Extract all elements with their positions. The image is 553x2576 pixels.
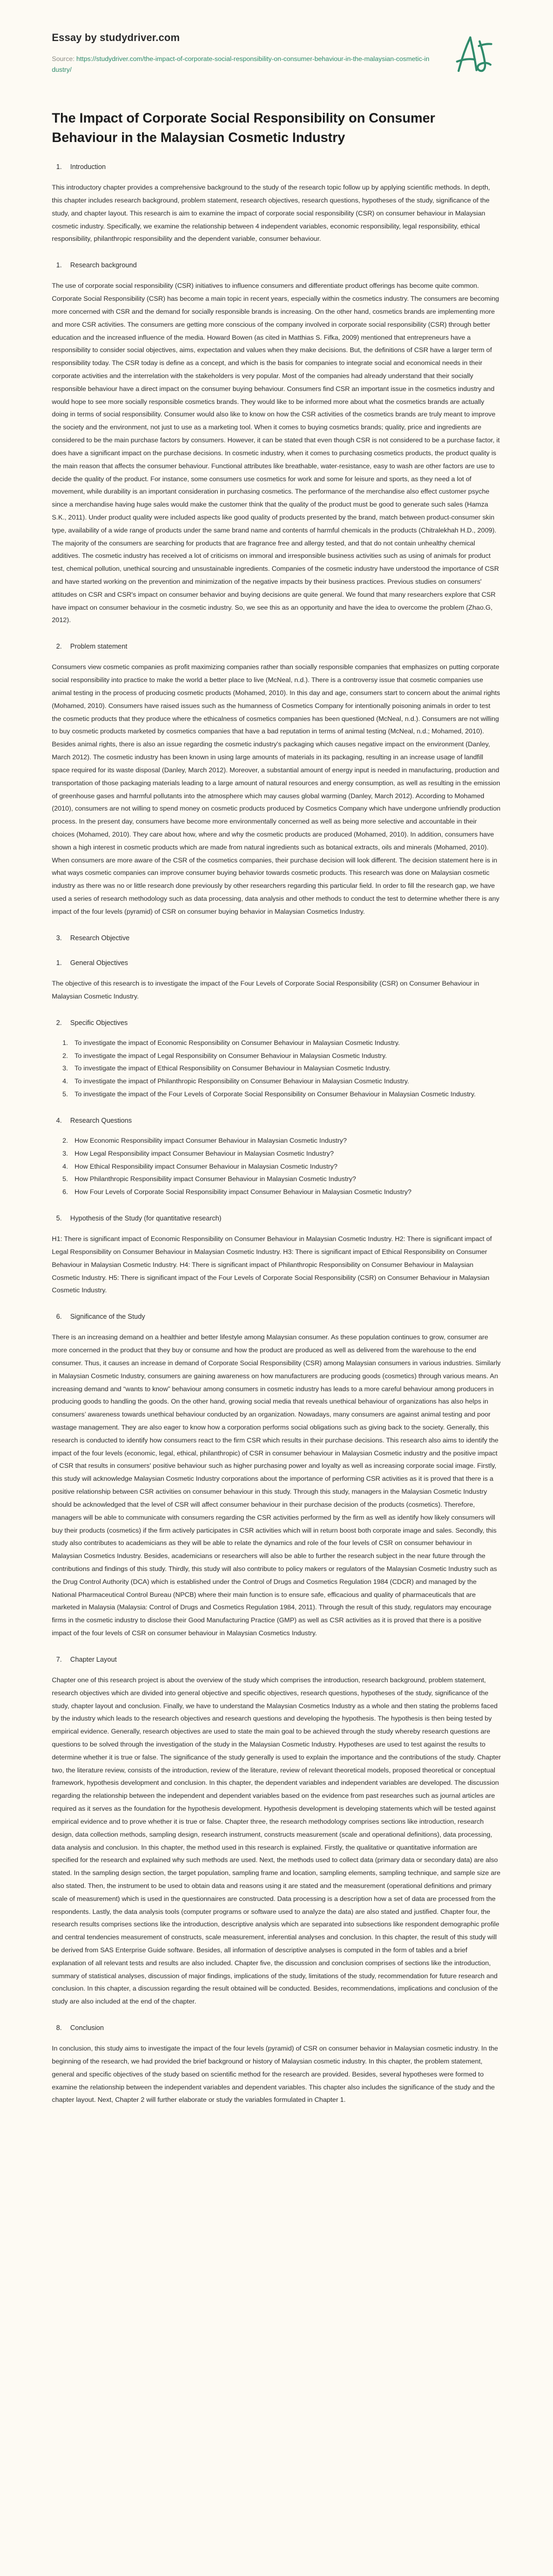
list-item-number: 6. <box>62 1188 68 1196</box>
list-item-text: To investigate the impact of Philanthropic Responsibility on Consumer Behaviour in Malaysian Cosmetic Industry. <box>75 1077 409 1085</box>
section-label: General Objectives <box>70 959 129 967</box>
list-item-number: 4. <box>62 1077 68 1085</box>
list-item <box>52 1173 501 1186</box>
section-heading-specific-objectives <box>52 1017 501 1028</box>
section-number: 2. <box>56 643 62 651</box>
list-item <box>52 1050 501 1063</box>
section-heading-introduction <box>52 161 501 172</box>
section-number: 1. <box>56 261 62 269</box>
section-heading-conclusion <box>52 2022 501 2033</box>
list-item <box>52 1037 501 1050</box>
research-questions-list <box>52 1135 501 1199</box>
section-label: Research Objective <box>70 934 130 942</box>
paragraph-problem-statement: Consumers view cosmetic companies as profit maximizing companies rather than socially responsible companies that emphasizes on putting corporate social responsibility into practice to make the world a better place to live (McNeal, n.d.). There is a controversy issue that cosmetic companies use animal testing in the process of producing cosmetic products (Mohamed, 2010). In this day and age, consumers start to concern about the animal rights (Mohamed, 2010). Consumers have raised issues such as the humanness of Cosmetics Company for intentionally poisoning animals in order to test the cosmetic products that they produce where the ethicalness of cosmetics companies has been questioned (McNeal, n.d.). Consumers are not willing to buy cosmetic products marketed by cosmetics companies that have a bad reputation in terms of animal testing (McNeal, n.d.; Mohamed, 2010). Besides animal rights, there is also an issue regarding the cosmetic industry's packaging which causes negative impact on the environment (Danley, March 2012). The cosmetic industry has been known in using large amounts of materials in its packaging, resulting in an increase usage of landfill space required for its waste disposal (Danley, March 2012). Moreover, a substantial amount of energy input is needed in manufacturing, production and transportation of those packaging materials leading to a large amount of natural resources and energy consumption, as well as resulting in the emission of greenhouse gases and harmful pollutants into the atmosphere which may causes global warming (Danley, March 2012). According to Mohamed (2010), consumers are not willing to spend money on cosmetic products produced by Cosmetics Company which have undergone unfriendly production process. In the present day, consumers have become more environmentally concerned as well as being more selective and accountable in their choices (Mohamed, 2010). They care about how, where and why the cosmetic products are produced (Mohamed, 2010). In addition, consumers have shown a high interest in cosmetic products which are made from natural ingredients such as botanical extracts, oils and minerals (Mohamed, 2010). When consumers are more aware of the CSR of the cosmetics companies, their purchase decision will look different. The decision statement here is in what ways cosmetic companies can improve consumer buying behavior towards cosmetic products. This research was done on Malaysian cosmetic industry as there was no or little research done previously by other researchers regarding this particular field. In order to fill the research gap, we have used a series of research methodology such as data processing, data analysis and other methods to conduct the test to determine whether there is any impact of the four levels (pyramid) of CSR on consumer buying behavior in Malaysian Cosmetics Industry. <box>52 663 501 915</box>
list-item-text: To investigate the impact of the Four Levels of Corporate Social Responsibility on Consumer Behaviour in Malaysian Cosmetic Industry. <box>75 1090 476 1098</box>
section-heading-problem-statement <box>52 641 501 652</box>
paragraph-hypothesis: H1: There is significant impact of Economic Responsibility on Consumer Behaviour in Malaysian Cosmetic Industry. H2: There is significant impact of Legal Responsibility on Consumer Behaviour in Malaysian Cosmetic Industry. H3: There is significant impact of Ethical Responsibility on Consumer Behaviour in Malaysian Cosmetic Industry. H4: There is significant impact of Philanthropic Responsibility on Consumer Behaviour in Malaysian Cosmetic Industry. H5: There is significant impact of the Four Levels of Corporate Social Responsibility (CSR) on Consumer Behaviour in Malaysian Cosmetic Industry. <box>52 1235 492 1294</box>
list-item-number: 4. <box>62 1162 68 1170</box>
section-label: Specific Objectives <box>70 1019 128 1027</box>
list-item <box>52 1148 501 1161</box>
section-label: Hypothesis of the Study (for quantitative research) <box>70 1214 222 1222</box>
section-number: 2. <box>56 1019 62 1027</box>
section-number: 3. <box>56 934 62 942</box>
paragraph-conclusion: In conclusion, this study aims to investigate the impact of the four levels (pyramid) of CSR on consumer behavior in Malaysian cosmetic industry. In the beginning of the research, we had provided the brief background or history of Malaysian cosmetic industry. In this chapter, the problem statement, general and specific objectives of the study based on scientific method for the research are provided. Besides, several hypotheses were formed to examine the relationship between the independent variables and dependent variables. This chapter also includes the significance of the study and the chapter layout. Next, Chapter 2 will further elaborate or study the variables formulated in Chapter 1. <box>52 2045 498 2104</box>
a-plus-logo <box>455 33 494 76</box>
list-item-number: 5. <box>62 1090 68 1098</box>
list-item-number: 3. <box>62 1064 68 1073</box>
section-label: Chapter Layout <box>70 1655 117 1663</box>
list-item-number: 2. <box>62 1051 68 1060</box>
section-label: Research background <box>70 261 137 269</box>
list-item-text: How Philanthropic Responsibility impact Consumer Behaviour in Malaysian Cosmetic Industry? <box>75 1175 356 1183</box>
section-number: 7. <box>56 1655 62 1663</box>
paragraph-research-background: The use of corporate social responsibility (CSR) initiatives to influence consumers and differentiate product offerings has become quite common. Corporate Social Responsibility (CSR) has become a main topic in recent years, especially within the cosmetics industry. The consumers are becoming more concerned with CSR and the demand for socially responsible brands is increasing. On the other hand, cosmetics brands are implementing more and more CSR activities. The consumers are getting more conscious of the company involved in corporate social responsibility (CSR) through better education and the increased influence of the media. Howard Bowen (as cited in Matthias S. Fifka, 2009) mentioned that entrepreneurs have a responsibility to consider social objectives, aims, expectation and values when they make decisions. But, the definitions of CSR have a larger term of responsibility today. The CSR today is define as a concept, and which is the basis for companies to integrate social and economical needs in their corporate activities and the interrelation with the stakeholders is very popular. Most of the companies had already understand that their socially responsible behaviour have a direct impact on the consumer buying behaviour. Consumers find CSR an important issue in the cosmetics industry and would hope to see more socially responsible cosmetics brands. They would like to be informed more about what the cosmetics brands are actually doing in terms of social responsibility. Consumer would also like to know on how the CSR activities of the cosmetics brands are truly meant to improve the society and the environment, not just to use as a marketing tool. When it comes to buying cosmetics brands; quality, price and ingredients are considered to be the main purchase factors by consumers. However, it can be stated that even though CSR is not considered to be a purchase factor, it does have a significant impact on the purchase decisions. In cosmetic industry, when it comes to purchasing cosmetics products, the product quality is the main reason that affects the consumer behaviour. Functional attributes like breathable, water-resistance, easy to wash are other factors are use to decide the quality of the product. For instance, some consumers use cosmetics for work and some for leisure and sports, as they need a lot of movement, while durability is an important consideration in purchasing cosmetics. The performance of the merchandise also effect customer psyche since a merchandise having huge sales would make the customer think that the quality of the product must be good to generate such sales (Hamza S.K., 2011). Under product quality were included aspects like good quality of products presented by the brand, match between product-consumer skin type, availability of a wide range of products under the same brand name and contents of harmful chemicals in the products (Chitralekhah H.D., 2009). The majority of the consumers are searching for products that are fragrance free and allergy tested, and that do not contain unhealthy chemical additives. The cosmetic industry has received a lot of criticisms on immoral and irresponsible business activities such as using of animals for product test, chemical pollution, unethical sourcing and unsustainable ingredients. Companies of the cosmetic industry have understood the importance of CSR and have started working on the prevention and minimization of the negative impacts by their business practices. Previous studies on consumers' attitudes on CSR and CSR's impact on consumer behavior and buying decisions are quite general. We found that many researchers explore that CSR have impact on consumer behaviour in the cosmetic industry. So, we see this as an opportunity and have the idea to overcome the problem (Zhao.G, 2012). <box>52 282 500 624</box>
specific-objectives-list <box>52 1037 501 1101</box>
list-item-text: To investigate the impact of Legal Responsibility on Consumer Behaviour in Malaysian Cosmetic Industry. <box>75 1051 387 1060</box>
list-item-text: To investigate the impact of Ethical Responsibility on Consumer Behaviour in Malaysian Cosmetic Industry. <box>75 1064 391 1073</box>
paragraph-chapter-layout: Chapter one of this research project is about the overview of the study which comprises the introduction, research background, problem statement, research objectives which are divided into general objective and specific objectives, research questions, hypotheses of the study, significance of the study, chapter layout and conclusion. Finally, we have to understand the Malaysian Cosmetics Industry as a whole and then stating the problems faced by the industry which leads to the research objectives and research questions and developing the hypothesis. The hypothesis is then being tested by empirical evidence. Generally, research objectives are used to state the main goal to be achieved through the study whereby research questions are questions to be solved through the investigation of the study in the Malaysian Cosmetic Industry. Hypotheses are used to test against the results to determine whether it is true or false. The significance of the study generally is used to explain the importance and the contributions of the study. Chapter two, the literature review, consists of the introduction, review of the literature, review of relevant theoretical models, proposed theoretical or conceptual framework, hypothesis development and conclusion. In this chapter, the dependent variables and independent variables are developed. The discussion regarding the relationship between the independent and dependent variables based on the evidence from past researches such as journal articles are required as it serves as the foundation for the hypothesis development. Hypothesis development is developing statements which will be tested against empirical evidence and to prove whether it is true or false. Chapter three, the research methodology comprises sections like introduction, research design, data collection methods, sampling design, research instrument, constructs measurement (scale and operational definitions), data processing, data analysis and conclusion. In this chapter, the method used in this research is explained. Firstly, the qualitative or quantitative information are specified for the research and explained why such methods are used. Next, the methods used to collect data (primary data or secondary data) are also stated. In the sampling design section, the target population, sampling frame and location, sampling elements, sampling technique, and sample size are also stated. Then, the instrument to be used to obtain data and reasons using it are stated and the measurement (operational definitions and primary scale of measurement) which is used in the questionnaires are constructed. Data processing is a description how a set of data are processed from the respondents. Lastly, the data analysis tools (computer programs or software used to analyze the data) are also stated and justified. Chapter four, the research results comprises sections like the introduction, descriptive analysis which are separated into subsections like respondent demographic profile and central tendencies measurement of constructs, scale measurement, inferential analyses and conclusion. In this chapter, the result of this study will be derived from SAS Enterprise Guide software. Besides, all information of descriptive analyses is computed in the form of tables and a brief explanation of all relevant tests and results are also included. Chapter five, the discussion and conclusion comprises of sections like the introduction, summary of statistical analyses, discussion of major findings, implications of the study, limitations of the study, recommendation for future research and conclusion. In this chapter, a discussion regarding the result obtained will be conducted. Besides, recommendations, implications and conclusion of the study are also included at the end of the chapter. <box>52 1676 501 2006</box>
list-item-number: 1. <box>62 1039 68 1047</box>
section-label: Research Questions <box>70 1116 132 1124</box>
section-number: 4. <box>56 1116 62 1124</box>
list-item-text: To investigate the impact of Economic Responsibility on Consumer Behaviour in Malaysian Cosmetic Industry. <box>75 1039 400 1047</box>
section-number: 8. <box>56 2024 62 2032</box>
section-number: 5. <box>56 1214 62 1222</box>
list-item-text: How Four Levels of Corporate Social Responsibility impact Consumer Behaviour in Malaysian Cosmetic Industry? <box>75 1188 412 1196</box>
list-item-number: 3. <box>62 1149 68 1157</box>
list-item <box>52 1135 501 1148</box>
section-heading-research-objective <box>52 933 501 943</box>
paragraph-significance: There is an increasing demand on a healthier and better lifestyle among Malaysian consumer. As these population continues to grow, consumer are more concerned in the product that they buy or consume and how the product are produced as well as delivered from the warehouse to the end consumer. Thus, it causes an increase in demand of Corporate Social Responsibility (CSR) among Malaysian consumers in various industries. Similarly in Malaysian Cosmetic Industry, consumers are gaining awareness on how manufacturers are producing goods (cosmetics) through various means. An increasing demand and “wants to know” behaviour among consumers in cosmetic industry has leads to a more careful behaviour among producers in producing goods to handling the goods. On the other hand, growing social media that reveals unethical behaviour of organizations has also helps in consumers’ awareness towards unethical behaviour conducted by an organization. Nowadays, many consumers are against animal testing and poor wastage management. They are also eager to know how a corporation performs social obligations such as giving back to the society. Generally, this research is conducted to identify how consumers react to the firm CSR which results in their purchase decisions. This research also aims to identify the impact of the four levels (economic, legal, ethical, philanthropic) of CSR in consumer behaviour in Malaysian Cosmetic industry and the positive impact of CSR that results in consumers' positive behaviour such as higher purchasing power and loyalty as well as increasing corporate social image. Firstly, this study will acknowledge Malaysian Cosmetic Industry corporations about the importance of performing CSR activities as it is proved that there is a positive relationship between CSR activities on consumer behaviour in this study. Through this study, managers in the Malaysian Cosmetic Industry should be acknowledged that the level of CSR will affect consumer behaviour in their purchase decision of the products (cosmetics). Therefore, managers will be able to communicate with consumers regarding the CSR activities performed by the firm as well as identify how likely consumers will buy their products (cosmetics) if the firm actively participates in CSR activities which will in return boost both corporate image and sales. Secondly, this study also contributes to academicians as they will be able to relate the dynamics and role of the four levels of CSR on consumer behaviour in Malaysian Cosmetics Industry. Besides, academicians or researchers will also be able to further the research subject in the near future through the contributions and findings of this study. Thirdly, this study will also contribute to policy makers or regulators of the Malaysian Cosmetic Industry such as the Drug Control Authority (DCA) which is established under the Control of Drugs and Cosmetics Regulation 1984 (CDCR) and managed by the National Pharmaceutical Control Bureau (NPCB) where their main function is to ensure safe, efficacious and quality of pharmaceuticals that are marketed in Malaysia (Malaysia: Control of Drugs and Cosmetics Regulation 1984, 2011). Through the result of this study, regulators may encourage firms in the cosmetic industry to disclose their Good Manufacturing Practice (GMP) as well as CSR activities as it is proved that there is a positive impact of the four levels of CSR on consumer behaviour in Malaysian Cosmetics Industry. <box>52 1333 501 1637</box>
section-label: Significance of the Study <box>70 1313 145 1321</box>
essay-by-label: Essay by studydriver.com <box>52 32 180 44</box>
list-item <box>52 1186 501 1199</box>
source-url-link[interactable]: https://studydriver.com/the-impact-of-corporate-social-responsibility-on-consumer-behaviour-in-the-malaysian-cosmetic-industry/ <box>52 55 430 73</box>
section-label: Problem statement <box>70 643 127 651</box>
section-label: Introduction <box>70 163 106 171</box>
list-item-text: How Economic Responsibility impact Consumer Behaviour in Malaysian Cosmetic Industry? <box>75 1136 347 1144</box>
section-heading-hypothesis <box>52 1213 501 1224</box>
section-number: 1. <box>56 163 62 171</box>
section-heading-research-questions <box>52 1115 501 1126</box>
essay-body <box>52 161 501 2137</box>
paragraph-introduction: This introductory chapter provides a comprehensive background to the study of the research topic follow up by applying scientific methods. In depth, this chapter includes research background, problem statement, research objectives, research questions, hypotheses of the study, significance of the study, and chapter layout. This research is aim to examine the impact of corporate social responsibility (CSR) on consumer behaviour in Malaysian cosmetic industry. Specifically, we examine the relationship between 4 independent variables, economic responsibility, legal responsibility, ethical responsibility, philanthropic responsibility and the dependent variable, consumer behaviour. <box>52 184 490 243</box>
section-label: Conclusion <box>70 2024 104 2032</box>
list-item-text: How Ethical Responsibility impact Consumer Behaviour in Malaysian Cosmetic Industry? <box>75 1162 338 1170</box>
masthead-text <box>52 32 430 75</box>
list-item <box>52 1062 501 1075</box>
list-item-number: 2. <box>62 1136 68 1144</box>
section-heading-significance <box>52 1311 501 1322</box>
masthead <box>0 0 553 76</box>
paragraph-general-objectives: The objective of this research is to investigate the impact of the Four Levels of Corporate Social Responsibility (CSR) on Consumer Behaviour in Malaysian Cosmetic Industry. <box>52 979 480 1000</box>
page-title: The Impact of Corporate Social Responsibility on Consumer Behaviour in the Malaysian Cosmetic Industry <box>52 111 435 145</box>
list-item-text: How Legal Responsibility impact Consumer Behaviour in Malaysian Cosmetic Industry? <box>75 1149 334 1157</box>
section-heading-chapter-layout <box>52 1654 501 1665</box>
source-line <box>52 53 430 75</box>
list-item <box>52 1075 501 1088</box>
list-item-number: 5. <box>62 1175 68 1183</box>
source-label: Source: <box>52 55 77 63</box>
list-item <box>52 1161 501 1174</box>
section-number: 6. <box>56 1313 62 1321</box>
list-item <box>52 1088 501 1101</box>
section-heading-general-objectives <box>52 957 501 968</box>
section-heading-research-background <box>52 260 501 271</box>
section-number: 1. <box>56 959 62 967</box>
